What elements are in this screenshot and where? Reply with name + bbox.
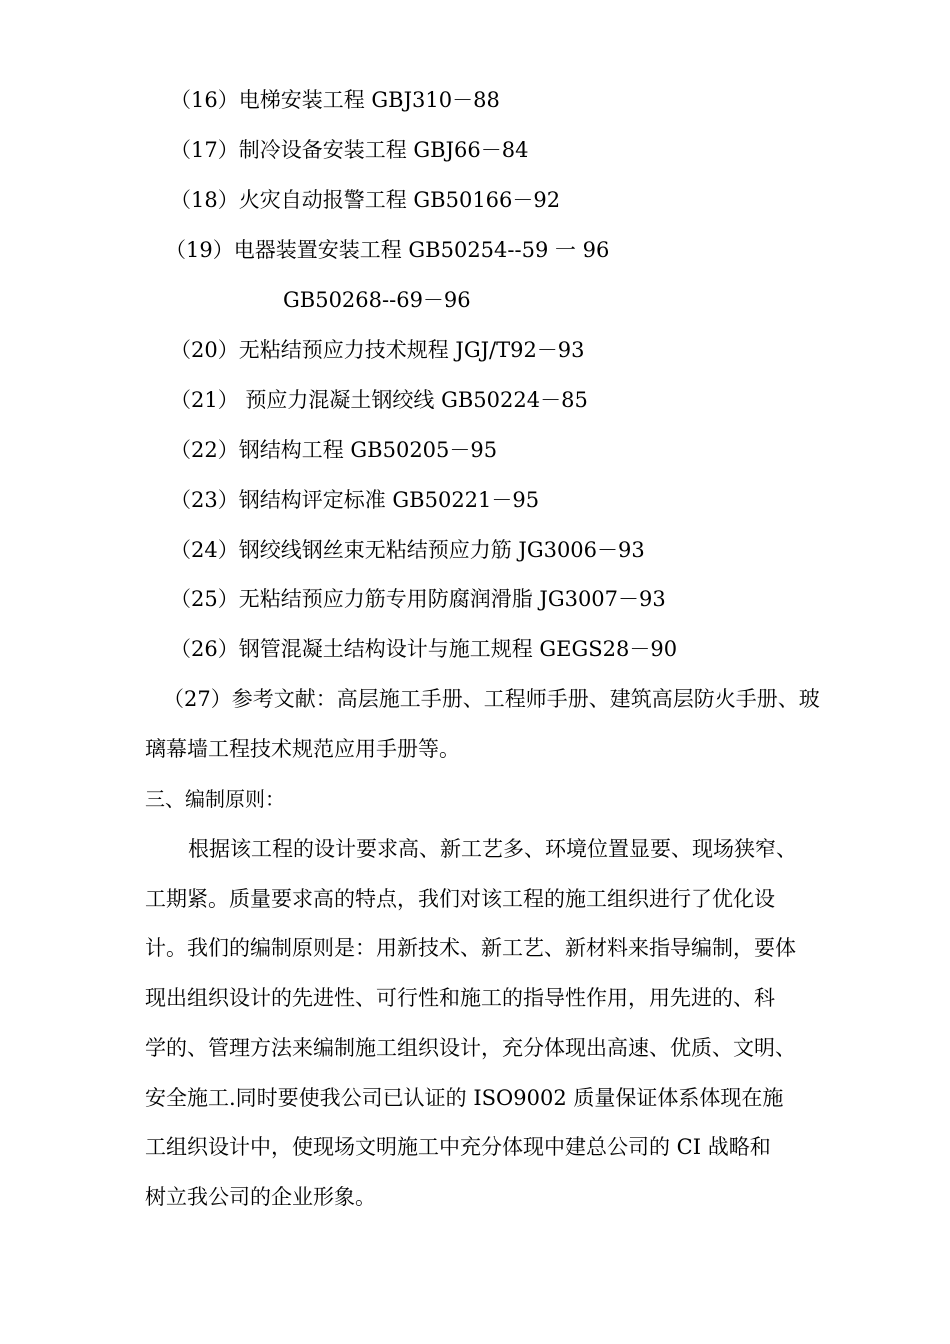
standard-item-19-continuation: GB50268--69－96 bbox=[283, 288, 471, 312]
standard-item-17: （17）制冷设备安装工程 GBJ66－84 bbox=[170, 138, 529, 162]
references-line-1: （27）参考文献：高层施工手册、工程师手册、建筑高层防火手册、玻 bbox=[163, 687, 820, 711]
paragraph-line-7: 工组织设计中，使现场文明施工中充分体现中建总公司的 CI 战略和 bbox=[145, 1135, 771, 1159]
standard-item-16: （16）电梯安装工程 GBJ310－88 bbox=[170, 88, 500, 112]
standard-item-21: （21） 预应力混凝土钢绞线 GB50224－85 bbox=[170, 388, 588, 412]
standard-item-20: （20）无粘结预应力技术规程 JGJ/T92－93 bbox=[170, 338, 585, 362]
standard-item-24: （24）钢绞线钢丝束无粘结预应力筋 JG3006－93 bbox=[170, 538, 645, 562]
standard-item-23: （23）钢结构评定标准 GB50221－95 bbox=[170, 488, 540, 512]
paragraph-line-1: 根据该工程的设计要求高、新工艺多、环境位置显要、现场狭窄、 bbox=[188, 837, 797, 861]
standard-item-22: （22）钢结构工程 GB50205－95 bbox=[170, 438, 498, 462]
standard-item-18: （18）火灾自动报警工程 GB50166－92 bbox=[170, 188, 561, 212]
paragraph-line-3: 计。我们的编制原则是：用新技术、新工艺、新材料来指导编制，要体 bbox=[145, 936, 796, 960]
standard-item-25: （25）无粘结预应力筋专用防腐润滑脂 JG3007－93 bbox=[170, 587, 666, 611]
standard-item-19: （19）电器装置安装工程 GB50254--59 一 96 bbox=[165, 238, 610, 262]
paragraph-line-4: 现出组织设计的先进性、可行性和施工的指导性作用，用先进的、科 bbox=[145, 986, 775, 1010]
paragraph-line-5: 学的、管理方法来编制施工组织设计，充分体现出高速、优质、文明、 bbox=[145, 1036, 796, 1060]
paragraph-line-2: 工期紧。质量要求高的特点，我们对该工程的施工组织进行了优化设 bbox=[145, 887, 775, 911]
standard-item-26: （26）钢管混凝土结构设计与施工规程 GEGS28－90 bbox=[170, 637, 678, 661]
references-line-2: 璃幕墙工程技术规范应用手册等。 bbox=[145, 737, 460, 761]
paragraph-line-8: 树立我公司的企业形象。 bbox=[145, 1185, 376, 1209]
paragraph-line-6: 安全施工.同时要使我公司已认证的 ISO9002 质量保证体系体现在施 bbox=[145, 1086, 784, 1110]
section-heading: 三、编制原则： bbox=[145, 787, 285, 811]
